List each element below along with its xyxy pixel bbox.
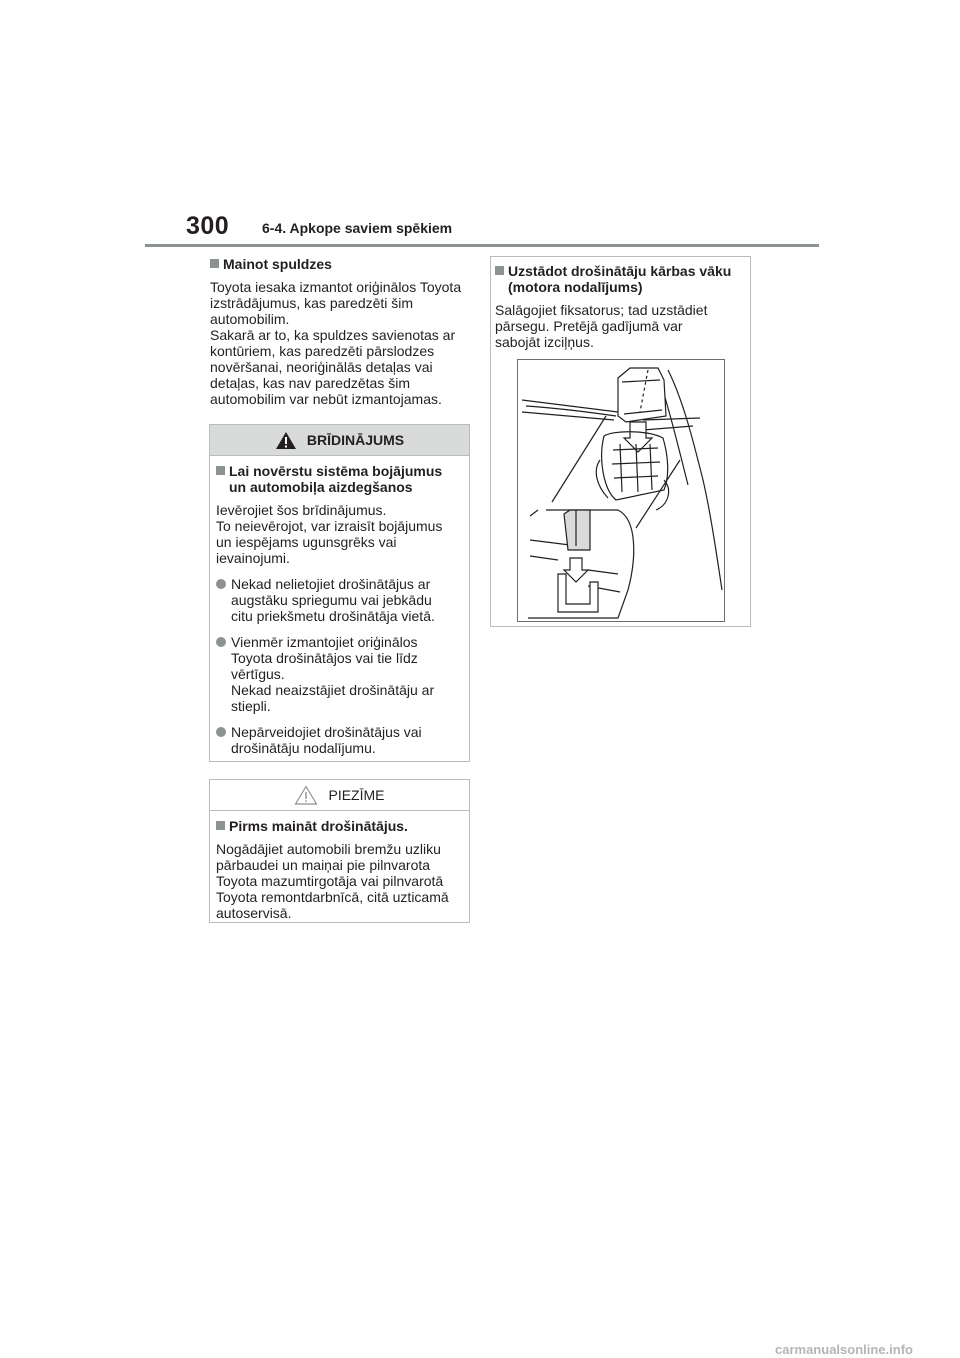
fuse-cover-heading [495, 263, 744, 295]
bulb-body: Toyota iesaka izmantot oriģinālos Toyota izstrādājumus, kas paredzēti šim automobilim. Sakarā ar to, ka spuldzes savienotas ar kontūriem, kas paredzēti pārslodzes novēršanai, neoriģinālās detaļas vai detaļas, kas nav paredzētas šim automobilim var nebūt izmantojamas. [210, 279, 462, 407]
warning-box [209, 424, 470, 762]
warning-heading [216, 463, 463, 495]
warning-bullet-text: Nepārveidojiet drošinātājus vai drošinātāju nodalījumu. [231, 724, 422, 756]
warning-bullet-text: Nekad nelietojiet drošinātājus ar augstāku spriegumu vai jebkādu citu priekšmetu drošinātāja vietā. [231, 576, 435, 624]
square-bullet-icon [216, 821, 225, 830]
left-column [210, 256, 470, 407]
warning-box-header [210, 425, 469, 456]
engine-bay-drawing [518, 360, 724, 621]
page-number: 300 [186, 212, 230, 240]
warning-bullet [216, 724, 463, 756]
fuse-cover-body: Salāgojiet fiksatorus; tad uzstādiet pārsegu. Pretējā gadījumā var sabojāt izciļņus. [495, 302, 708, 350]
bulb-heading-text: Mainot spuldzes [223, 256, 332, 272]
section-title: 6-4. Apkope saviem spēkiem [262, 220, 453, 236]
watermark: carmanualsonline.info [775, 1342, 913, 1357]
note-content [210, 811, 469, 921]
warning-bullet [216, 634, 463, 714]
warning-triangle-icon [275, 431, 297, 450]
note-box-header [210, 780, 469, 811]
round-bullet-icon [216, 579, 226, 589]
bulb-heading [210, 256, 470, 272]
note-box [209, 779, 470, 923]
note-heading [216, 818, 463, 834]
fuse-cover-content [491, 257, 750, 350]
round-bullet-icon [216, 637, 226, 647]
warning-title: BRĪDINĀJUMS [306, 432, 405, 448]
square-bullet-icon [495, 266, 504, 275]
note-heading-text: Pirms maināt drošinātājus. [229, 818, 408, 834]
header-rule [145, 244, 819, 247]
warning-heading-text: Lai novērstu sistēma bojājumus un automobiļa aizdegšanos [229, 463, 443, 495]
warning-bullet-text: Vienmēr izmantojiet oriģinālos Toyota drošinātājos vai tie līdz vērtīgus. Nekad neaizstājiet drošinātāju ar stiepli. [231, 634, 435, 714]
note-title: PIEZĪME [328, 787, 385, 803]
fuse-cover-heading-text: Uzstādot drošinātāju kārbas vāku (motora nodalījums) [508, 263, 732, 295]
square-bullet-icon [216, 466, 225, 475]
warning-intro: Ievērojiet šos brīdinājumus. To neievērojot, var izraisīt bojājumus un iespējams ugunsgrēks vai ievainojumi. [216, 502, 443, 566]
round-bullet-icon [216, 727, 226, 737]
warning-bullet [216, 576, 463, 624]
fuse-box-cover-illustration [517, 359, 725, 622]
note-body: Nogādājiet automobili bremžu uzliku pārbaudei un maiņai pie pilnvarota Toyota mazumtirgotāja vai pilnvarotā Toyota remontdarbnīcā, citā uzticamā autoservisā. [216, 841, 449, 921]
warning-content [210, 456, 469, 756]
caution-outline-icon [294, 785, 318, 805]
square-bullet-icon [210, 259, 219, 268]
